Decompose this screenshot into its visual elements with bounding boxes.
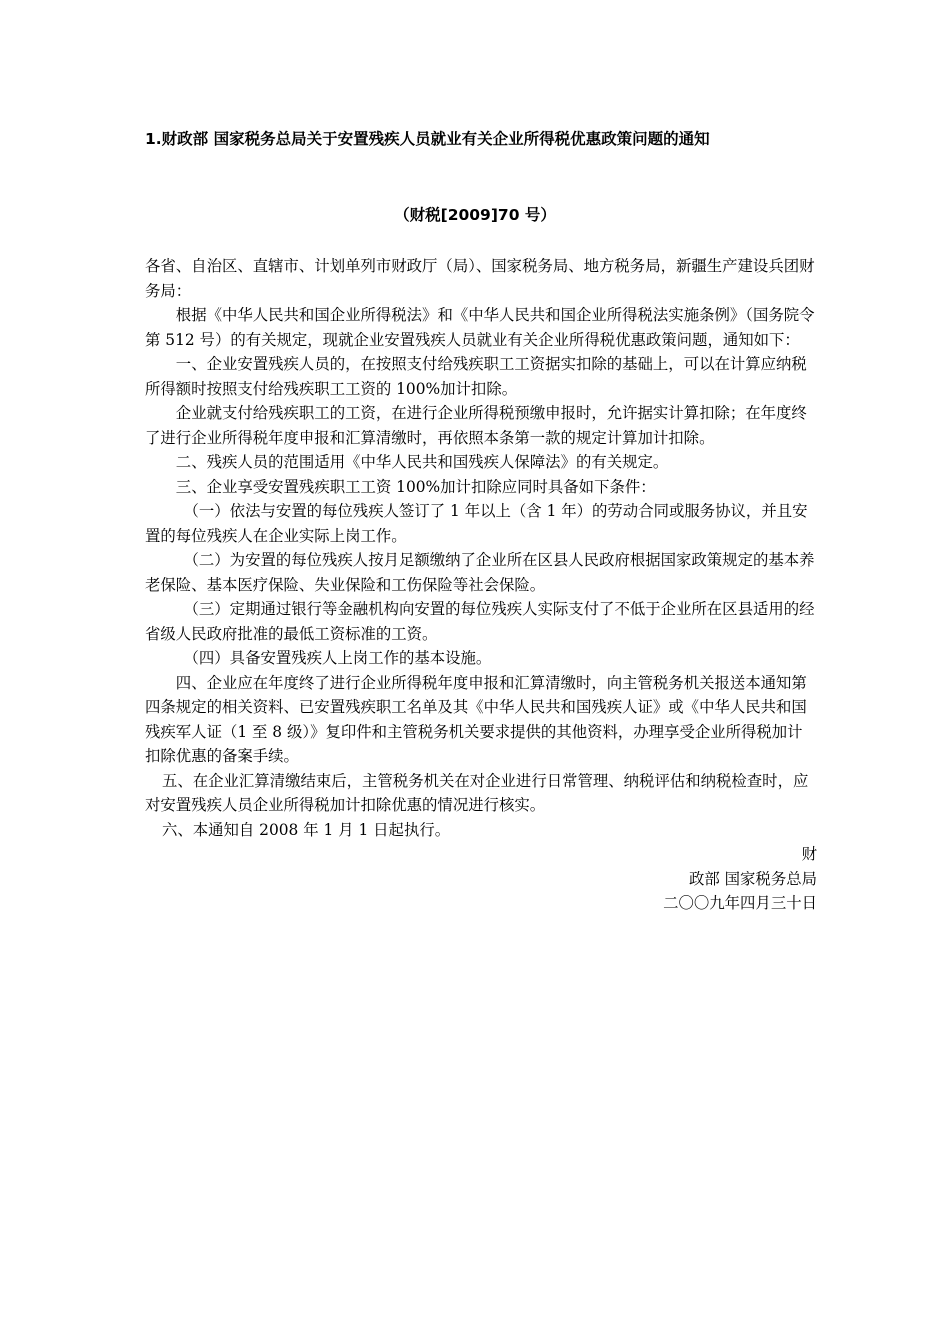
article-1-paragraph: 一、企业安置残疾人员的，在按照支付给残疾职工工资据实扣除的基础上，可以在计算应纳税所得额时按照支付给残疾职工工资的 100%加计扣除。: [145, 355, 807, 398]
condition-4-paragraph: （四）具备安置残疾人上岗工作的基本设施。: [183, 649, 492, 667]
signature-line-2: 政部 国家税务总局: [688, 869, 817, 888]
signature-line-1: 财: [801, 845, 817, 863]
article-3-paragraph: 三、企业享受安置残疾职工工资 100%加计扣除应同时具备如下条件：: [175, 477, 656, 496]
article-6-paragraph: 六、本通知自 2008 年 1 月 1 日起执行。: [161, 820, 451, 839]
document-number: （财税[2009]70 号）: [394, 206, 556, 224]
document-body: [145, 254, 817, 916]
intro-paragraph: 根据《中华人民共和国企业所得税法》和《中华人民共和国企业所得税法实施条例》（国务院令第 512 号）的有关规定，现就企业安置残疾人员就业有关企业所得税优惠政策问题，通知如下：: [145, 306, 815, 349]
addressee-paragraph: 各省、自治区、直辖市、计划单列市财政厅（局）、国家税务局、地方税务局，新疆生产建设兵团财务局：: [145, 257, 815, 300]
document-title: 1.财政部 国家税务总局关于安置残疾人员就业有关企业所得税优惠政策问题的通知: [145, 130, 710, 148]
article-4-paragraph: 四、企业应在年度终了进行企业所得税年度申报和汇算清缴时，向主管税务机关报送本通知第四条规定的相关资料、已安置残疾职工名单及其《中华人民共和国残疾人证》或《中华人民共和国残疾军人证（1 至 8 级）》复印件和主管税务机关要求提供的其他资料，办理享受企业所得税加计扣除优惠的备案手续。: [145, 673, 807, 765]
article-1-second-paragraph: 企业就支付给残疾职工的工资，在进行企业所得税预缴申报时，允许据实计算扣除；在年度终了进行企业所得税年度申报和汇算清缴时，再依照本条第一款的规定计算加计扣除。: [145, 404, 807, 447]
article-2-paragraph: 二、残疾人员的范围适用《中华人民共和国残疾人保障法》的有关规定。: [175, 453, 669, 471]
article-5-paragraph: 五、在企业汇算清缴结束后，主管税务机关在对企业进行日常管理、纳税评估和纳税检查时，应对安置残疾人员企业所得税加计扣除优惠的情况进行核实。: [145, 771, 809, 814]
condition-2-paragraph: （二）为安置的每位残疾人按月足额缴纳了企业所在区县人民政府根据国家政策规定的基本养老保险、基本医疗保险、失业保险和工伤保险等社会保险。: [145, 551, 815, 594]
signature-date: 二〇〇九年四月三十日: [663, 894, 817, 912]
condition-1-paragraph: （一）依法与安置的每位残疾人签订了 1 年以上（含 1 年）的劳动合同或服务协议，并且安置的每位残疾人在企业实际上岗工作。: [145, 502, 808, 545]
condition-3-paragraph: （三）定期通过银行等金融机构向安置的每位残疾人实际支付了不低于企业所在区县适用的经省级人民政府批准的最低工资标准的工资。: [145, 600, 815, 643]
